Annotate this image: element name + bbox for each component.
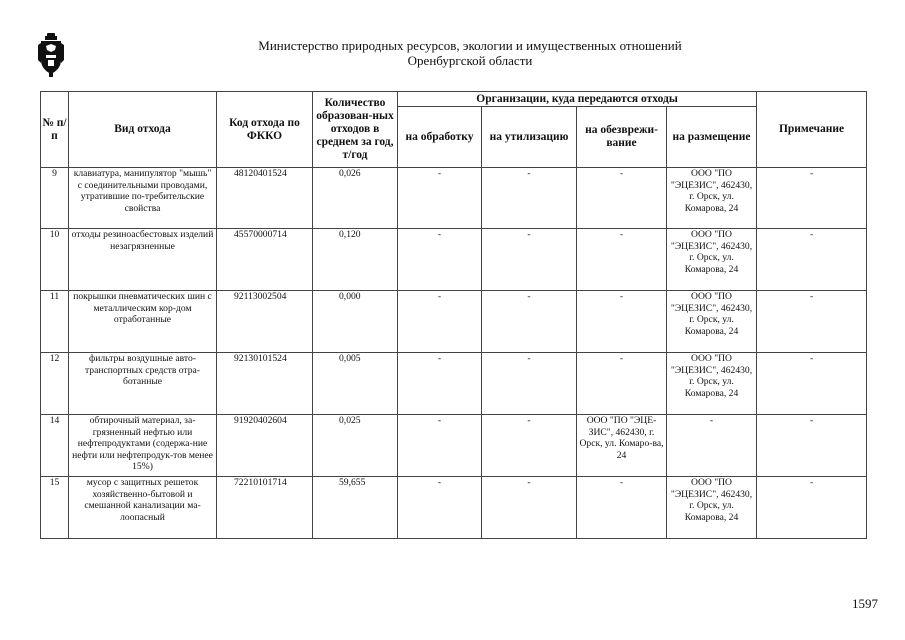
cell-num: 9 [41,168,69,229]
cell-processing: - [398,168,482,229]
cell-neutralization: - [577,168,667,229]
cell-fkko-code: 91920402604 [217,415,313,477]
ministry-title-line1: Министерство природных ресурсов, экологии и имущественных отношений [258,38,682,53]
cell-neutralization: - [577,477,667,539]
col-header-utilization: на утилизацию [482,107,577,168]
col-header-note: Примечание [757,92,867,168]
col-header-placement: на размещение [667,107,757,168]
cell-quantity: 0,000 [313,291,398,353]
col-header-quantity: Количество образован-ных отходов в среднем за год, т/год [313,92,398,168]
cell-fkko-code: 45570000714 [217,229,313,291]
table-row [41,168,867,229]
cell-num: 11 [41,291,69,353]
table-row [41,353,867,415]
cell-processing: - [398,291,482,353]
cell-processing: - [398,415,482,477]
cell-fkko-code: 48120401524 [217,168,313,229]
col-header-organizations: Организации, куда передаются отходы [398,92,757,107]
cell-quantity: 0,026 [313,168,398,229]
cell-num: 14 [41,415,69,477]
cell-utilization: - [482,291,577,353]
col-header-processing: на обработку [398,107,482,168]
cell-fkko-code: 92130101524 [217,353,313,415]
cell-processing: - [398,477,482,539]
cell-utilization: - [482,168,577,229]
cell-placement: ООО "ПО "ЭЦЕЗИС", 462430, г. Орск, ул. Комарова, 24 [667,353,757,415]
col-header-fkko-code: Код отхода по ФККО [217,92,313,168]
cell-placement: ООО "ПО "ЭЦЕЗИС", 462430, г. Орск, ул. Комарова, 24 [667,168,757,229]
cell-note: - [757,291,867,353]
cell-neutralization: - [577,353,667,415]
cell-utilization: - [482,353,577,415]
cell-neutralization: ООО "ПО "ЭЦЕ-ЗИС", 462430, г. Орск, ул. Комаро-ва, 24 [577,415,667,477]
cell-quantity: 0,025 [313,415,398,477]
table-row [41,291,867,353]
cell-waste-type: мусор с защитных решеток хозяйственно-бытовой и смешанной канализации ма-лоопасный [69,477,217,539]
cell-waste-type: клавиатура, манипулятор "мышь" с соединительными проводами, утратившие по-требительские свойства [69,168,217,229]
cell-quantity: 0,120 [313,229,398,291]
cell-neutralization: - [577,229,667,291]
table-row [41,415,867,477]
ministry-title-line2: Оренбургской области [407,53,533,68]
col-header-num: № п/п [41,92,69,168]
cell-processing: - [398,353,482,415]
waste-table [40,91,867,539]
cell-fkko-code: 92113002504 [217,291,313,353]
ministry-title [200,38,740,68]
cell-num: 12 [41,353,69,415]
cell-placement: ООО "ПО "ЭЦЕЗИС", 462430, г. Орск, ул. Комарова, 24 [667,229,757,291]
coat-of-arms-icon [38,33,64,77]
cell-utilization: - [482,415,577,477]
cell-utilization: - [482,477,577,539]
cell-utilization: - [482,229,577,291]
cell-placement: - [667,415,757,477]
page-number: 1597 [852,596,878,611]
cell-num: 10 [41,229,69,291]
table-row [41,477,867,539]
cell-num: 15 [41,477,69,539]
cell-placement: ООО "ПО "ЭЦЕЗИС", 462430, г. Орск, ул. Комарова, 24 [667,291,757,353]
cell-note: - [757,168,867,229]
cell-note: - [757,229,867,291]
table-row [41,229,867,291]
col-header-neutralization: на обезврежи-вание [577,107,667,168]
cell-neutralization: - [577,291,667,353]
cell-waste-type: обтирочный материал, за-грязненный нефтью или нефтепродуктами (содержа-ние нефти или нефтепродук-тов менее 15%) [69,415,217,477]
cell-waste-type: фильтры воздушные авто-транспортных средств отра-ботанные [69,353,217,415]
cell-quantity: 59,655 [313,477,398,539]
cell-processing: - [398,229,482,291]
cell-waste-type: покрышки пневматических шин с металлическим кор-дом отработанные [69,291,217,353]
cell-fkko-code: 72210101714 [217,477,313,539]
cell-note: - [757,477,867,539]
cell-note: - [757,353,867,415]
cell-quantity: 0,005 [313,353,398,415]
col-header-waste-type: Вид отхода [69,92,217,168]
cell-placement: ООО "ПО "ЭЦЕЗИС", 462430, г. Орск, ул. Комарова, 24 [667,477,757,539]
cell-note: - [757,415,867,477]
cell-waste-type: отходы резиноасбестовых изделий незагрязненные [69,229,217,291]
